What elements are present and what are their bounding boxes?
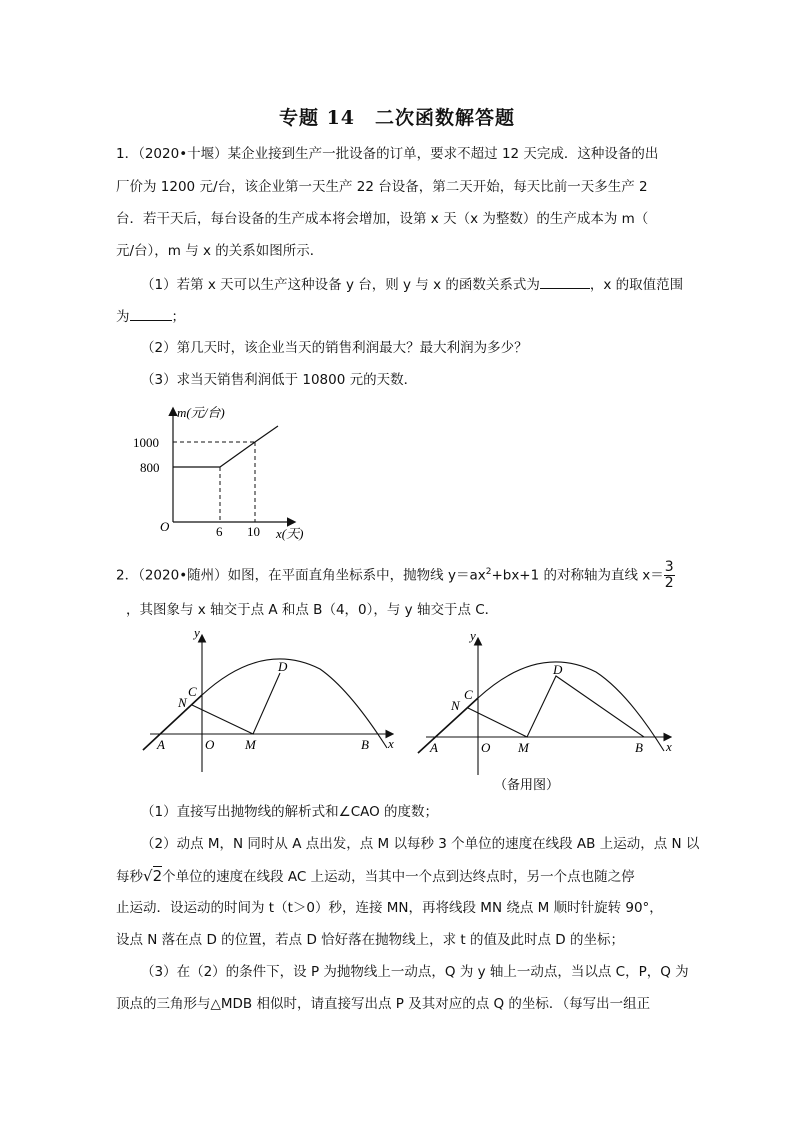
q1-sub1-text-b: ，x 的取值范围: [589, 277, 684, 293]
label-N: N: [451, 698, 460, 713]
sqrt-radicand: 2: [152, 867, 163, 885]
label-D: D: [278, 659, 288, 674]
q2-sub2-text-a: 每秒: [116, 869, 143, 885]
x-tick-6: 6: [216, 524, 223, 539]
label-A: A: [430, 740, 438, 755]
line-AC: [418, 698, 478, 753]
label-y: y: [470, 628, 476, 643]
label-A: A: [157, 737, 165, 752]
page-title: 专题 14 二次函数解答题: [278, 107, 516, 129]
label-y: y: [194, 625, 200, 640]
q1-sub1: [141, 274, 683, 295]
answer-blank-2[interactable]: [130, 306, 172, 321]
q2-line1-mid: +bx+1 的对称轴为直线 x＝: [491, 567, 664, 584]
line-AC: [143, 695, 202, 750]
label-D: D: [553, 662, 563, 677]
label-O: O: [205, 737, 215, 752]
y-axis-label: m(元/台): [177, 405, 225, 420]
q2-line-1: [116, 560, 675, 591]
q2-sub2-line-3: 止运动．设运动的时间为 t（t＞0）秒，连接 MN，再将线段 MN 绕点 M 顺时针旋转 90°，: [116, 900, 663, 916]
x-tick-10: 10: [247, 524, 260, 539]
label-B: B: [635, 740, 643, 755]
q1-sub1-text-d: ；: [171, 309, 185, 325]
q2-line-2: ，其图象与 x 轴交于点 A 和点 B（4，0），与 y 轴交于点 C．: [126, 602, 499, 618]
q2-sub2-line-4: 设点 N 落在点 D 的位置，若点 D 恰好落在抛物线上，求 t 的值及此时点 D 的坐标；: [116, 932, 624, 948]
q2-sub3-line-1: （3）在（2）的条件下，设 P 为抛物线上一动点，Q 为 y 轴上一动点，当以点 C，P，Q 为: [141, 964, 689, 980]
label-O: O: [481, 740, 491, 755]
cost-graph: [130, 395, 320, 545]
origin-label: O: [160, 519, 170, 534]
label-C: C: [188, 684, 197, 699]
q1-sub1-text-a: （1）若第 x 天可以生产这种设备 y 台，则 y 与 x 的函数关系式为: [141, 277, 540, 293]
fraction-3-2: [664, 560, 675, 591]
label-N: N: [178, 695, 187, 710]
q1-sub1-cont: [116, 306, 185, 327]
label-x: x: [666, 739, 672, 754]
q1-sub2: （2）第几天时，该企业当天的销售利润最大？最大利润为多少？: [141, 340, 528, 356]
y-tick-800: 800: [140, 460, 160, 475]
label-x: x: [388, 736, 394, 751]
segments-NMD: [192, 673, 280, 734]
q2-sub3-line-2: 顶点的三角形与△MDB 相似时，请直接写出点 P 及其对应的点 Q 的坐标．（每写出一组正: [116, 996, 651, 1012]
q1-line-4: 元/台），m 与 x 的关系如图所示．: [116, 243, 324, 259]
q2-line1-prefix: 2．（2020•随州）如图，在平面直角坐标系中，抛物线 y＝ax: [116, 567, 486, 584]
q1-sub3: （3）求当天销售利润低于 10800 元的天数．: [141, 372, 418, 388]
backup-caption: （备用图）: [494, 778, 560, 793]
label-B: B: [361, 737, 369, 752]
y-tick-1000: 1000: [133, 435, 159, 450]
backup-figure: [406, 623, 696, 798]
q1-line-2: 厂价为 1200 元/台，该企业第一天生产 22 台设备，第二天开始，每天比前一天多生产 2: [116, 179, 648, 195]
q2-sub2-line-2: [116, 866, 635, 887]
sqrt-symbol: √2: [143, 867, 163, 885]
x-axis-label: x(天): [276, 526, 304, 541]
label-M: M: [518, 740, 529, 755]
frac-numerator: 3: [664, 559, 674, 575]
answer-blank-1[interactable]: [540, 274, 590, 289]
q2-sub2-text-b: 个单位的速度在线段 AC 上运动，当其中一个点到达终点时，另一个点也随之停: [162, 869, 635, 885]
q1-sub1-text-c: 为: [116, 309, 130, 325]
q1-line-3: 台．若干天后，每台设备的生产成本将会增加，设第 x 天（x 为整数）的生产成本为 m（: [116, 211, 649, 227]
frac-denominator: 2: [664, 575, 674, 591]
parabola-figure: [130, 620, 410, 780]
q2-sub1: （1）直接写出抛物线的解析式和∠CAO 的度数；: [141, 804, 439, 820]
q2-exponent: 2: [485, 567, 492, 577]
cost-line: [173, 426, 278, 467]
q2-sub2-line-1: （2）动点 M，N 同时从 A 点出发，点 M 以每秒 3 个单位的速度在线段 AB 上运动，点 N 以: [141, 836, 700, 852]
label-M: M: [245, 737, 256, 752]
q1-line-1: 1．（2020•十堰）某企业接到生产一批设备的订单，要求不超过 12 天完成．这种设备的出: [116, 146, 659, 162]
label-C: C: [464, 687, 473, 702]
